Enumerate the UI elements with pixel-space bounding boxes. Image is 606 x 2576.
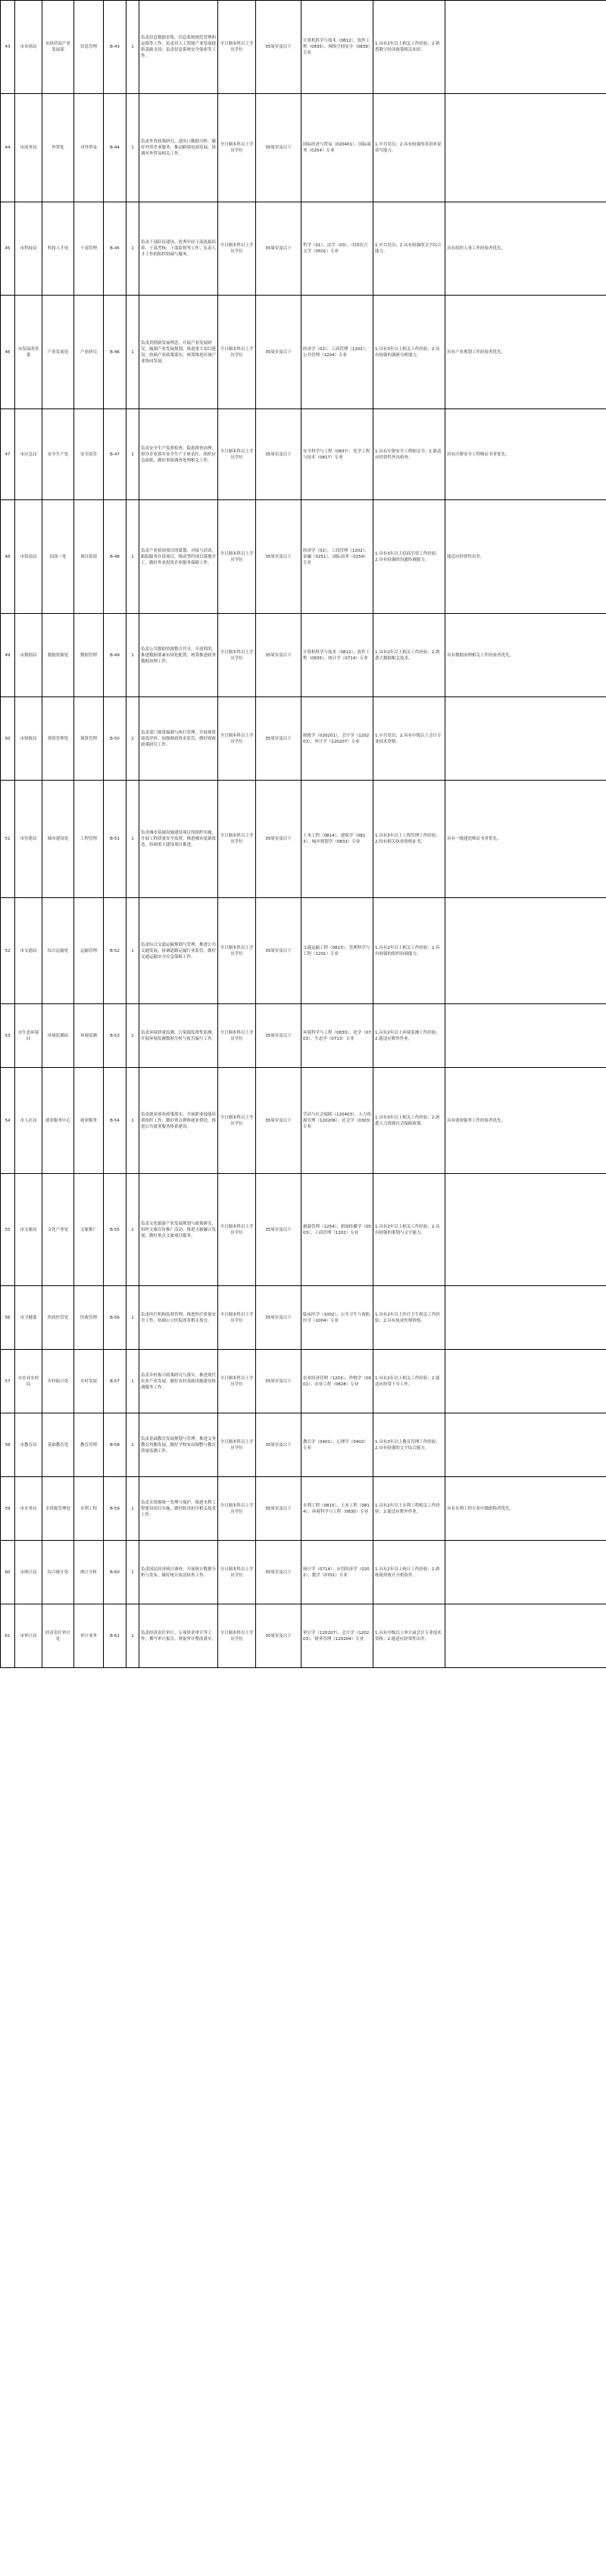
post-code: B-46 (104, 296, 127, 409)
department: 市应急局 (15, 409, 42, 500)
age-limit: 35周岁及以下 (256, 1477, 301, 1541)
post-name: 运输管理 (74, 898, 104, 1004)
job-duty: 负责文化旅游产业发展规划与政策研究，组织文旅宣传推广活动，推进文旅融合发展，做好重点文旅项目服务。 (139, 1174, 218, 1286)
major-requirement: 教育学（0401）、心理学（0402）专业 (301, 1413, 373, 1477)
post-code: B-51 (104, 781, 127, 898)
post-name: 安全监管 (74, 409, 104, 500)
recruit-count: 1 (127, 1, 139, 94)
education: 全日制本科以上学历学位 (218, 1174, 256, 1286)
table-row (1, 1174, 606, 1286)
remark (445, 1413, 606, 1477)
table-body (1, 1, 606, 1668)
age-limit: 35周岁及以下 (256, 500, 301, 614)
education: 全日制本科以上学历学位 (218, 1004, 256, 1068)
education: 全日制本科以上学历学位 (218, 781, 256, 898)
table-row (1, 1286, 606, 1350)
row-number: 56 (1, 1286, 15, 1350)
department: 市招商局 (15, 500, 42, 614)
post-code: B-45 (104, 202, 127, 296)
department: 市生态环境局 (15, 1004, 42, 1068)
recruit-count: 1 (127, 409, 139, 500)
table-row (1, 898, 606, 1004)
post-code: B-58 (104, 1413, 127, 1477)
other-requirement: 1.具有3年以上相关工作经验；2.具有较强的调研分析能力。 (373, 296, 445, 409)
job-duty: 负责就业创业政策落实，开展职业技能培训组织工作，做好重点群体就业帮扶，推进公共就业服务体系建设。 (139, 1068, 218, 1174)
major-requirement: 旅游管理（1254）、新闻传播学（0503）、工商管理（1202）专业 (301, 1174, 373, 1286)
other-requirement: 1.具有中级以上审计或会计专业技术资格；2.能适应经常性出差。 (373, 1604, 445, 1668)
remark (445, 1286, 606, 1350)
unit-name: 文化产业处 (42, 1174, 74, 1286)
other-requirement: 1.具有2年以上水利工程相关工作经验；2.能适应野外作业。 (373, 1477, 445, 1541)
post-code: B-56 (104, 1286, 127, 1350)
major-requirement: 统计学（0714）、应用经济学（0202）、数学（0701）专业 (301, 1541, 373, 1604)
age-limit: 35周岁及以下 (256, 1068, 301, 1174)
post-name: 干部管理 (74, 202, 104, 296)
age-limit: 35周岁及以下 (256, 296, 301, 409)
job-duty: 负责国民经济统计调查，开展统计数据分析与发布，做好统计执法检查工作。 (139, 1541, 218, 1604)
department: 市住建局 (15, 781, 42, 898)
remark: 具有数据治理相关工作经验者优先。 (445, 614, 606, 697)
recruit-count: 1 (127, 1541, 139, 1604)
post-name: 项目招商 (74, 500, 104, 614)
education: 全日制本科以上学历学位 (218, 898, 256, 1004)
education: 全日制本科以上学历学位 (218, 1413, 256, 1477)
recruit-count: 1 (127, 781, 139, 898)
remark: 具有一级建造师证书者优先。 (445, 781, 606, 898)
job-duty: 负责综合交通运输规划与管理，推进公共交通发展，协调道路运输行业监管，做好交通运输安全应急保障工作。 (139, 898, 218, 1004)
unit-name: 乡村振兴处 (42, 1350, 74, 1413)
post-name: 乡村发展 (74, 1350, 104, 1413)
other-requirement: 1.中共党员；2.具有较强的文字综合能力。 (373, 202, 445, 296)
education: 全日制本科以上学历学位 (218, 1068, 256, 1174)
unit-name: 城市建设处 (42, 781, 74, 898)
education: 全日制本科以上学历学位 (218, 697, 256, 781)
major-requirement: 劳动与社会保障（120403）、人力资源管理（120206）、社会学（0303）专业 (301, 1068, 373, 1174)
post-name: 环境监测 (74, 1004, 104, 1068)
age-limit: 35周岁及以下 (256, 1286, 301, 1350)
remark (445, 1004, 606, 1068)
row-number: 61 (1, 1604, 15, 1668)
unit-name: 安全生产处 (42, 409, 74, 500)
age-limit: 35周岁及以下 (256, 1, 301, 94)
post-name: 数据管理 (74, 614, 104, 697)
post-code: B-52 (104, 898, 127, 1004)
unit-name: 水资源管理处 (42, 1477, 74, 1541)
unit-name: 科技人才处 (42, 202, 74, 296)
unit-name: 综合运输处 (42, 898, 74, 1004)
department: 市人社局 (15, 1068, 42, 1174)
major-requirement: 经济学（02）、工商管理（1202）、金融（0251）、国际商务（0254）专业 (301, 500, 373, 614)
remark: 持有注册安全工程师证书者优先。 (445, 409, 606, 500)
row-number: 51 (1, 781, 15, 898)
row-number: 50 (1, 697, 15, 781)
recruit-count: 1 (127, 1413, 139, 1477)
other-requirement: 1.具有3年以上教育管理工作经验；2.具有较强的文字综合能力。 (373, 1413, 445, 1477)
job-duty: 负责经济责任审计、专项资金审计等工作，撰写审计报告，督促审计整改落实。 (139, 1604, 218, 1668)
post-code: B-55 (104, 1174, 127, 1286)
post-name: 产业研究 (74, 296, 104, 409)
table-row (1, 202, 606, 296)
table-row (1, 1541, 606, 1604)
age-limit: 35周岁及以下 (256, 1004, 301, 1068)
unit-name: 招商一处 (42, 500, 74, 614)
job-duty: 负责医疗机构监督管理，推进医疗质量安全工作，协调公立医院改革相关事宜。 (139, 1286, 218, 1350)
recruit-count: 1 (127, 898, 139, 1004)
department: 市教育局 (15, 1413, 42, 1477)
row-number: 43 (1, 1, 15, 94)
unit-name: 综合统计处 (42, 1541, 74, 1604)
recruit-count: 1 (127, 296, 139, 409)
major-requirement: 经济学（02）、工商管理（1202）、公共管理（1204）专业 (301, 296, 373, 409)
table-row (1, 781, 606, 898)
major-requirement: 计算机科学与技术（0812）、软件工程（0835）、统计学（0714）专业 (301, 614, 373, 697)
education: 全日制本科以上学历学位 (218, 94, 256, 202)
recruit-count: 1 (127, 94, 139, 202)
department: 市统计局 (15, 1541, 42, 1604)
unit-name: 经济责任审计处 (42, 1604, 74, 1668)
post-code: B-44 (104, 94, 127, 202)
row-number: 48 (1, 500, 15, 614)
major-requirement: 临床医学（1002）、公共卫生与预防医学（1004）专业 (301, 1286, 373, 1350)
department: 市卫健委 (15, 1286, 42, 1350)
unit-name: 医政医管处 (42, 1286, 74, 1350)
education: 全日制本科以上学历学位 (218, 1286, 256, 1350)
age-limit: 35周岁及以下 (256, 1604, 301, 1668)
recruit-count: 1 (127, 697, 139, 781)
unit-name: 市场营商产业发展部 (42, 1, 74, 94)
remark (445, 94, 606, 202)
age-limit: 35周岁及以下 (256, 614, 301, 697)
post-name: 就业服务 (74, 1068, 104, 1174)
department: 市农业农村局 (15, 1350, 42, 1413)
table-row (1, 1604, 606, 1668)
table-row (1, 1004, 606, 1068)
major-requirement: 安全科学与工程（0837）、化学工程与技术（0817）专业 (301, 409, 373, 500)
post-code: B-53 (104, 1004, 127, 1068)
post-name: 教育管理 (74, 1413, 104, 1477)
other-requirement: 1.具有2年以上相关工作经验；2.熟悉大数据相关技术。 (373, 614, 445, 697)
table-row (1, 1413, 606, 1477)
job-duty: 负责部门预算编制与执行管理，开展预算绩效评价，加强财政资金监管，做好财政政策研究工作。 (139, 697, 218, 781)
remark (445, 1, 606, 94)
education: 全日制本科以上学历学位 (218, 1541, 256, 1604)
unit-name: 基础教育处 (42, 1413, 74, 1477)
unit-name: 外贸处 (42, 94, 74, 202)
recruit-count: 1 (127, 500, 139, 614)
other-requirement: 1.中共党员；2.具有中级以上会计专业技术资格。 (373, 697, 445, 781)
table-row (1, 500, 606, 614)
post-name: 水利工程 (74, 1477, 104, 1541)
post-code: B-48 (104, 500, 127, 614)
education: 全日制本科以上学历学位 (218, 1604, 256, 1668)
post-name: 统计分析 (74, 1541, 104, 1604)
major-requirement: 哲学（01）、法学（03）、中国语言文学（0501）专业 (301, 202, 373, 296)
other-requirement: 1.具有注册安全工程师证书；2.能适应经常性外出检查。 (373, 409, 445, 500)
recruit-count: 1 (127, 1174, 139, 1286)
major-requirement: 国际经济与贸易（020401）、国际商务（0254）专业 (301, 94, 373, 202)
row-number: 46 (1, 296, 15, 409)
major-requirement: 审计学（120207）、会计学（120203）、财务管理（120204）专业 (301, 1604, 373, 1668)
age-limit: 35周岁及以下 (256, 1174, 301, 1286)
job-duty: 负责干部队伍建设、优秀年轻干部选拔培养、干部考核、干部监督等工作；负责人才工作的组织协调与服务。 (139, 202, 218, 296)
table-row (1, 1477, 606, 1541)
post-code: B-47 (104, 409, 127, 500)
row-number: 58 (1, 1413, 15, 1477)
post-name: 审计业务 (74, 1604, 104, 1668)
remark (445, 898, 606, 1004)
row-number: 45 (1, 202, 15, 296)
other-requirement: 1.具有3年以上工程管理工作经验；2.持有相关执业资格证书。 (373, 781, 445, 898)
post-code: B-49 (104, 614, 127, 697)
job-duty: 负责信息数据采集、信息系统规范管理和运维等工作；负责对人工智能产业发展提供基础支持；负责信息系统安全保密等工作。 (139, 1, 218, 94)
other-requirement: 1.具有2年以上统计工作经验；2.熟练使用统计分析软件。 (373, 1541, 445, 1604)
education: 全日制本科以上学历学位 (218, 409, 256, 500)
post-code: B-60 (104, 1541, 127, 1604)
department: 市审计局 (15, 1604, 42, 1668)
post-code: B-43 (104, 1, 127, 94)
row-number: 59 (1, 1477, 15, 1541)
remark (445, 1174, 606, 1286)
row-number: 49 (1, 614, 15, 697)
unit-name: 环境监测站 (42, 1004, 74, 1068)
other-requirement: 1.具有2年以上相关工作经验；2.熟悉数字经济政策相关知识。 (373, 1, 445, 94)
post-name: 预算管理 (74, 697, 104, 781)
department: 市财政局 (15, 697, 42, 781)
post-code: B-54 (104, 1068, 127, 1174)
age-limit: 35周岁及以下 (256, 1541, 301, 1604)
remark (445, 1350, 606, 1413)
department: 市交通局 (15, 898, 42, 1004)
department: 市商务局 (15, 94, 42, 202)
major-requirement: 财政学（020201）、会计学（120203）、审计学（120207）专业 (301, 697, 373, 781)
table-row (1, 614, 606, 697)
department: 市水务局 (15, 1477, 42, 1541)
table-row (1, 94, 606, 202)
education: 全日制本科以上学历学位 (218, 1477, 256, 1541)
job-duty: 负责基础教育发展规划与管理，推进义务教育均衡发展，做好学校布局调整与教育质量监测工作。 (139, 1413, 218, 1477)
row-number: 47 (1, 409, 15, 500)
job-duty: 负责外贸政策研究、进出口数据分析，做好外贸企业服务，推动跨境电商发展，协调对外贸易相关工作。 (139, 94, 218, 202)
job-duty: 负责产业招商项目的谋划、对接与洽谈，跟踪服务在谈项目，推动签约项目落地开工，做好外来投资企业服务保障工作。 (139, 500, 218, 614)
age-limit: 35周岁及以下 (256, 1350, 301, 1413)
row-number: 53 (1, 1004, 15, 1068)
age-limit: 35周岁及以下 (256, 1413, 301, 1477)
job-duty: 负责水资源统一管理与保护，推进水利工程建设项目实施，做好防汛抗旱相关技术工作。 (139, 1477, 218, 1541)
age-limit: 35周岁及以下 (256, 898, 301, 1004)
remark: 能适应经常性出差。 (445, 500, 606, 614)
education: 全日制本科以上学历学位 (218, 500, 256, 614)
recruit-count: 1 (127, 1068, 139, 1174)
table-row (1, 1068, 606, 1174)
unit-name: 数据资源处 (42, 614, 74, 697)
major-requirement: 交通运输工程（0823）、管理科学与工程（1201）专业 (301, 898, 373, 1004)
major-requirement: 水利工程（0815）、土木工程（0814）、环境科学与工程（0830）专业 (301, 1477, 373, 1541)
post-name: 文旅推广 (74, 1174, 104, 1286)
remark: 具有组织人事工作经验者优先。 (445, 202, 606, 296)
table-row (1, 409, 606, 500)
department: 市市场局 (15, 1, 42, 94)
job-duty: 负责公共数据资源整合共享、开放利用，推进数据要素市场化配置，统筹推进政务数据治理工作。 (139, 614, 218, 697)
other-requirement: 1.具有3年以上相关工作经验；2.熟悉人力资源社会保障政策。 (373, 1068, 445, 1174)
other-requirement: 1.具有2年以上相关工作经验；2.具有较强的策划与文字能力。 (373, 1174, 445, 1286)
department: 市文旅局 (15, 1174, 42, 1286)
recruit-count: 1 (127, 1004, 139, 1068)
job-duty: 负责贯彻新发展理念，开展产业发展研究，编制产业发展规划，推进重大项目建设，协调产业政策落实，统筹推进区域产业协同发展。 (139, 296, 218, 409)
job-duty: 负责环境质量监测、污染源监督性监测，开展环境监测数据分析与报告编写工作。 (139, 1004, 218, 1068)
other-requirement: 1.具有2年以上相关工作经验；2.具有较强的组织协调能力。 (373, 898, 445, 1004)
post-code: B-50 (104, 697, 127, 781)
age-limit: 35周岁及以下 (256, 781, 301, 898)
unit-name: 产业发展处 (42, 296, 74, 409)
major-requirement: 环境科学与工程（0830）、化学（0703）、生态学（0713）专业 (301, 1004, 373, 1068)
department: 市科技局 (15, 202, 42, 296)
education: 全日制本科以上学历学位 (218, 296, 256, 409)
major-requirement: 土木工程（0814）、建筑学（0813）、城乡规划学（0833）专业 (301, 781, 373, 898)
education: 全日制本科以上学历学位 (218, 614, 256, 697)
unit-name: 预算管理处 (42, 697, 74, 781)
post-name: 信息管理 (74, 1, 104, 94)
job-duty: 负责城市基础设施建设项目的组织实施，开展工程质量安全监督，推进城市更新改造，协调重大建设项目推进。 (139, 781, 218, 898)
recruit-count: 1 (127, 614, 139, 697)
job-duty: 负责乡村振兴政策研究与落实，推进现代农业产业发展，做好农村基础设施建设协调服务工作。 (139, 1350, 218, 1413)
other-requirement: 1.具有2年以上相关工作经验；2.能适应经常下乡工作。 (373, 1350, 445, 1413)
age-limit: 35周岁及以下 (256, 202, 301, 296)
education: 全日制本科以上学历学位 (218, 202, 256, 296)
age-limit: 35周岁及以下 (256, 409, 301, 500)
other-requirement: 1.具有3年以上招商引资工作经验；2.具有较强的沟通协调能力。 (373, 500, 445, 614)
row-number: 52 (1, 898, 15, 1004)
post-name: 工程管理 (74, 781, 104, 898)
post-name: 医政管理 (74, 1286, 104, 1350)
other-requirement: 1.具有2年以上环境监测工作经验；2.能适应野外作业。 (373, 1004, 445, 1068)
recruit-count: 1 (127, 1286, 139, 1350)
unit-name: 就业服务中心 (42, 1068, 74, 1174)
other-requirement: 1.具有2年以上医疗卫生相关工作经验；2.具有执业医师资格。 (373, 1286, 445, 1350)
recruit-count: 1 (127, 1477, 139, 1541)
remark: 具有产业规划工作经验者优先。 (445, 296, 606, 409)
post-code: B-61 (104, 1604, 127, 1668)
table-row (1, 296, 606, 409)
department: 市发展改革委 (15, 296, 42, 409)
table-row (1, 697, 606, 781)
remark (445, 1541, 606, 1604)
remark: 具有就业服务工作经验者优先。 (445, 1068, 606, 1174)
post-code: B-57 (104, 1350, 127, 1413)
age-limit: 35周岁及以下 (256, 94, 301, 202)
row-number: 60 (1, 1541, 15, 1604)
job-duty: 负责安全生产监督检查、隐患排查治理，督导企业落实安全生产主体责任，组织应急演练，做好事故调查处理相关工作。 (139, 409, 218, 500)
table-row (1, 1350, 606, 1413)
row-number: 55 (1, 1174, 15, 1286)
post-name: 对外贸易 (74, 94, 104, 202)
recruit-count: 1 (127, 1604, 139, 1668)
major-requirement: 计算机科学与技术（0812）、软件工程（0835）、网络空间安全（0839）专业 (301, 1, 373, 94)
education: 全日制本科以上学历学位 (218, 1350, 256, 1413)
row-number: 54 (1, 1068, 15, 1174)
remark: 具有水利工程专业中级职称者优先。 (445, 1477, 606, 1541)
department: 市数据局 (15, 614, 42, 697)
remark (445, 697, 606, 781)
remark (445, 1604, 606, 1668)
major-requirement: 农业经济管理（1203）、作物学（0901）、农业工程（0828）专业 (301, 1350, 373, 1413)
other-requirement: 1.中共党员；2.具有较强的英语听说读写能力。 (373, 94, 445, 202)
table-row (1, 1, 606, 94)
row-number: 57 (1, 1350, 15, 1413)
row-number: 44 (1, 94, 15, 202)
post-code: B-59 (104, 1477, 127, 1541)
education: 全日制本科以上学历学位 (218, 1, 256, 94)
recruit-count: 1 (127, 202, 139, 296)
age-limit: 35周岁及以下 (256, 697, 301, 781)
recruit-count: 1 (127, 1350, 139, 1413)
